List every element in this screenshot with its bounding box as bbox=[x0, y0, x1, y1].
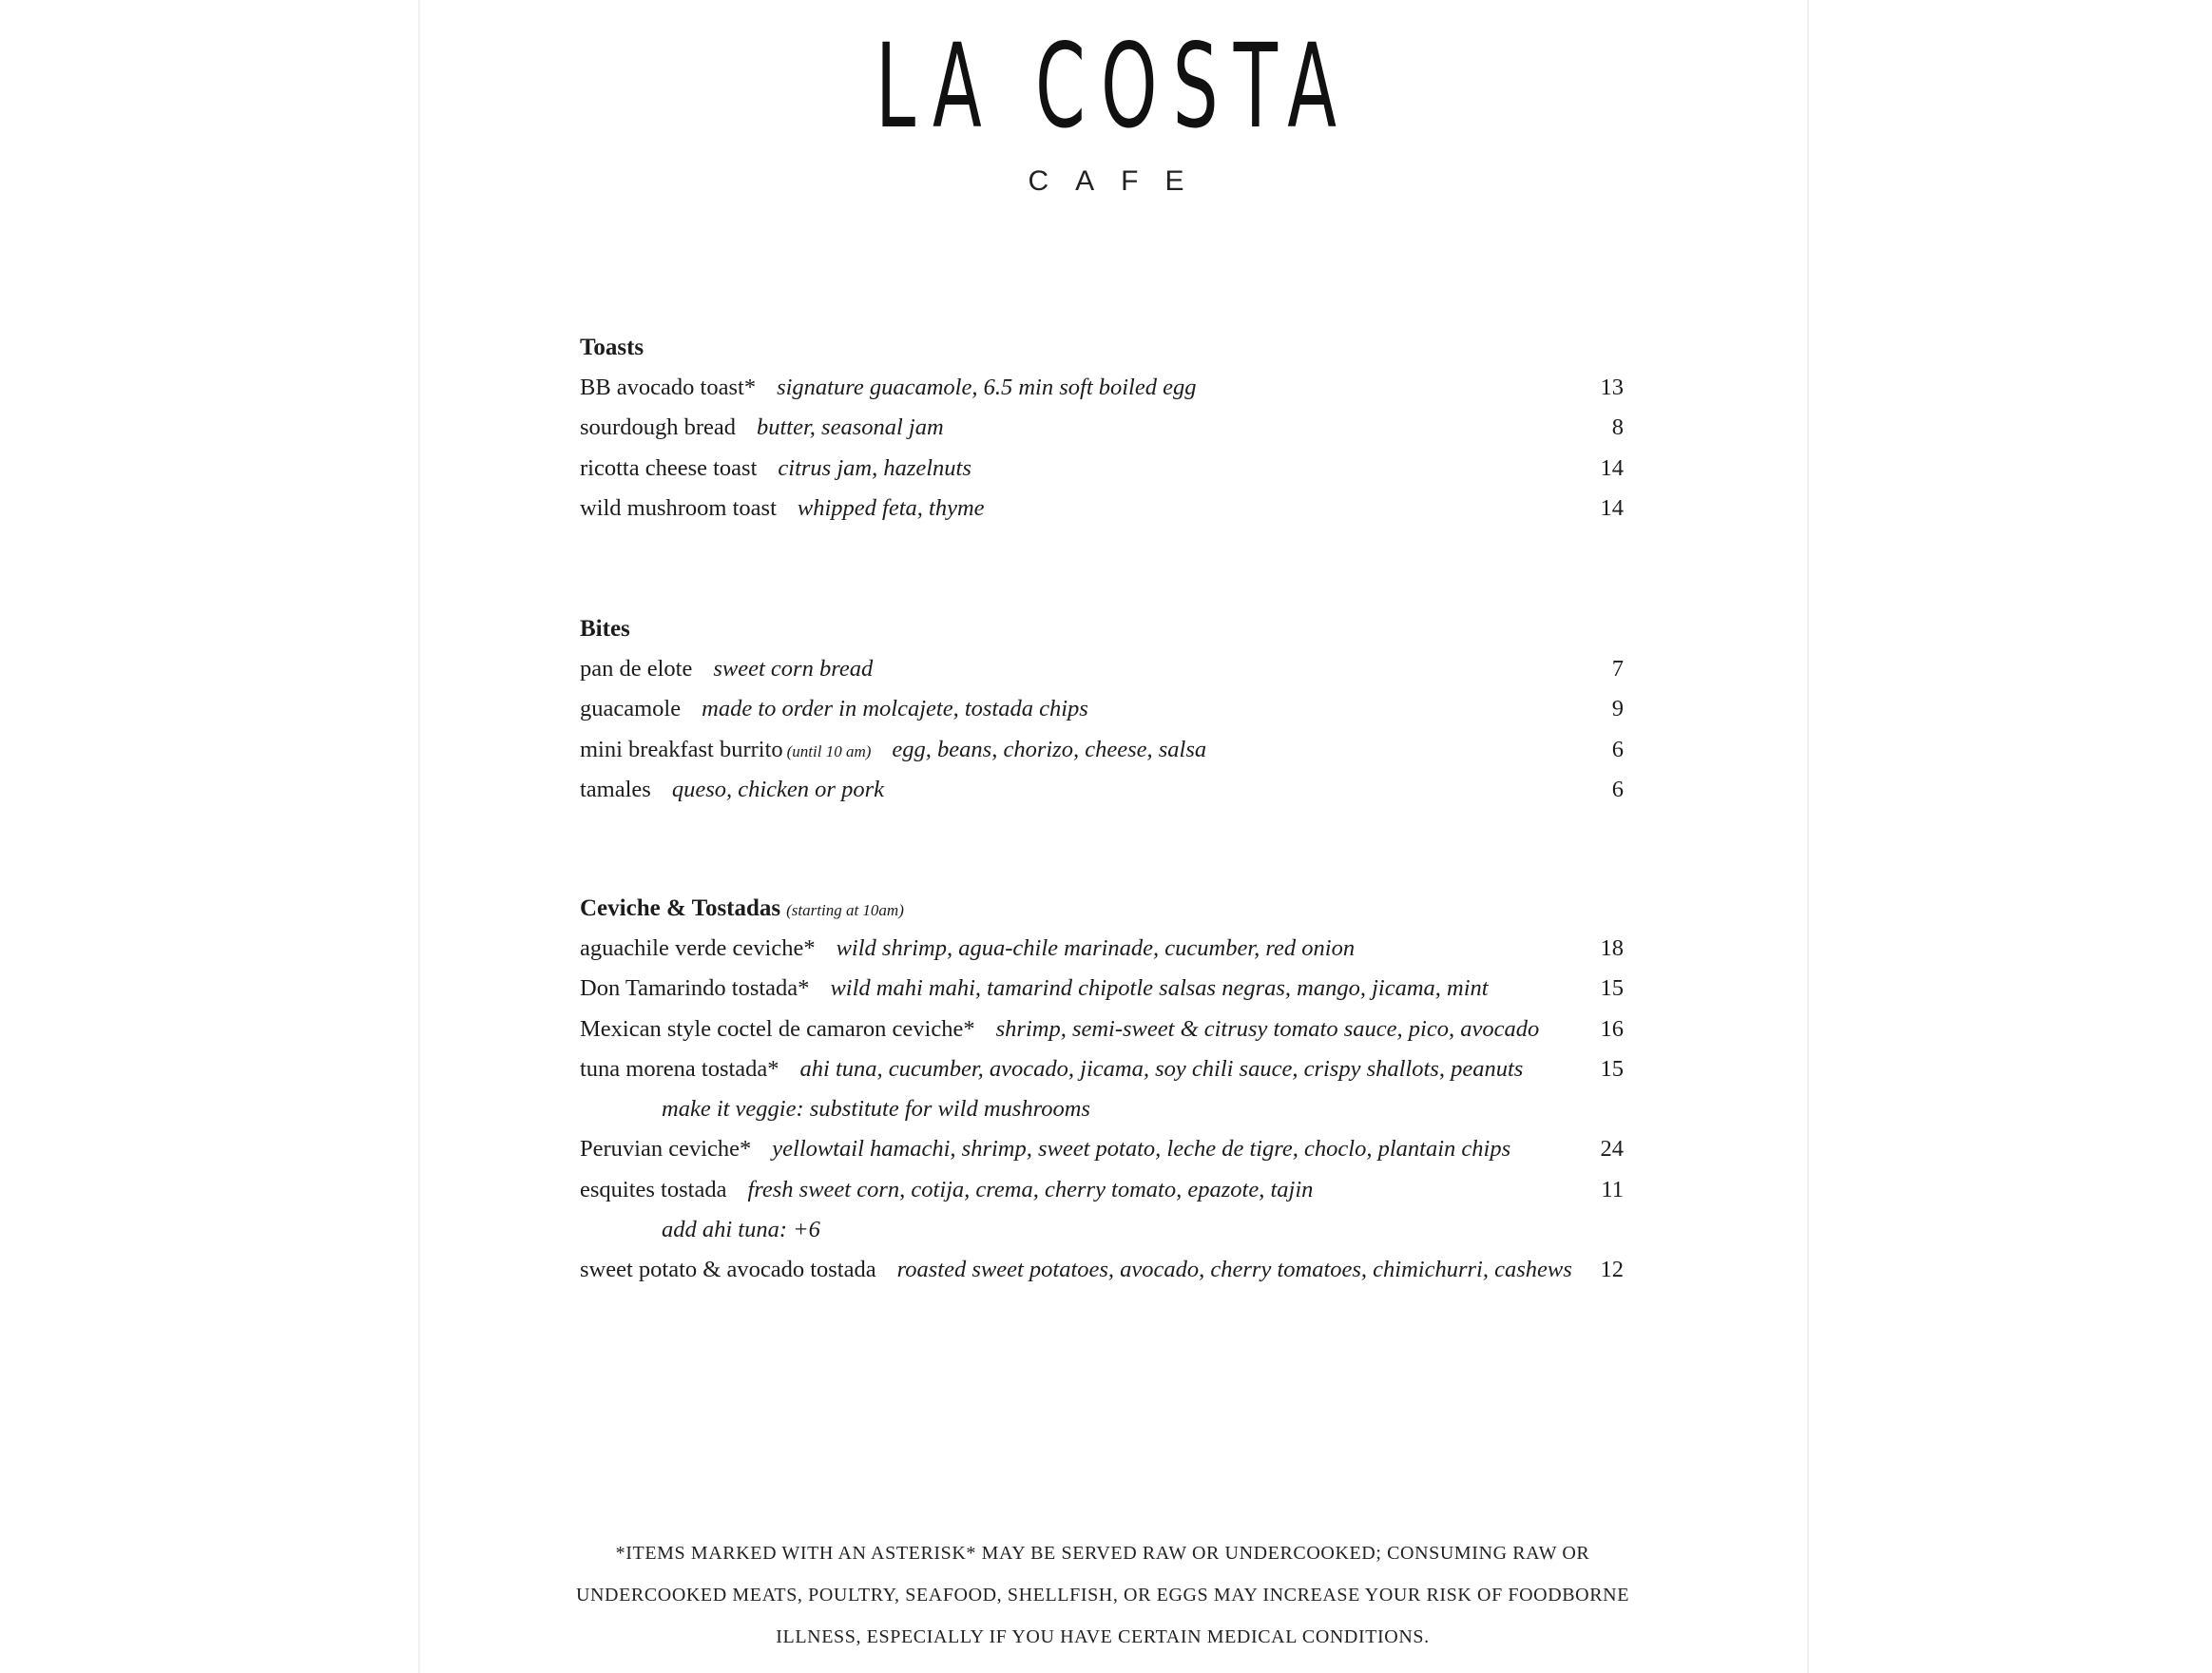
menu-item bbox=[580, 929, 1624, 969]
item-price: 18 bbox=[1600, 935, 1624, 961]
item-name: guacamole bbox=[580, 696, 682, 722]
item-description: made to order in molcajete, tostada chips bbox=[702, 696, 1088, 722]
item-price: 13 bbox=[1600, 375, 1624, 400]
menu-item bbox=[580, 689, 1624, 729]
item-name: aguachile verde ceviche* bbox=[580, 935, 816, 961]
item-description: yellowtail hamachi, shrimp, sweet potato, leche de tigre, choclo, plantain chips bbox=[772, 1136, 1511, 1163]
item-name: Mexican style coctel de camaron ceviche* bbox=[580, 1015, 975, 1042]
item-description: ahi tuna, cucumber, avocado, jicama, soy chili sauce, crispy shallots, peanuts bbox=[799, 1055, 1524, 1082]
menu-item bbox=[580, 1170, 1624, 1210]
item-name: wild mushroom toast bbox=[580, 494, 777, 521]
item-price: 7 bbox=[1611, 656, 1624, 682]
restaurant-subtitle: CAFE bbox=[1028, 165, 1211, 197]
menu-item bbox=[580, 489, 1624, 529]
item-price: 14 bbox=[1600, 494, 1624, 521]
item-price: 12 bbox=[1600, 1257, 1624, 1283]
item-name: BB avocado toast* bbox=[580, 375, 757, 400]
item-name: tamales bbox=[580, 776, 651, 802]
item-name: sourdough bread bbox=[580, 414, 736, 441]
item-note: (until 10 am) bbox=[786, 741, 872, 760]
item-name: tuna morena tostada* bbox=[580, 1055, 779, 1082]
item-description: egg, beans, chorizo, cheese, salsa bbox=[892, 736, 1207, 762]
menu-item bbox=[580, 1010, 1624, 1049]
menu-header bbox=[0, 19, 2212, 198]
section-title bbox=[580, 609, 1624, 649]
menu-item bbox=[580, 408, 1624, 448]
section-title bbox=[580, 889, 1624, 929]
item-price: 14 bbox=[1600, 454, 1624, 481]
item-description: whipped feta, thyme bbox=[797, 494, 985, 521]
item-name: pan de elote bbox=[580, 656, 693, 682]
menu-item bbox=[580, 969, 1624, 1009]
item-name: Don Tamarindo tostada* bbox=[580, 975, 810, 1002]
menu-item-option bbox=[580, 1089, 1624, 1129]
item-description: butter, seasonal jam bbox=[756, 414, 944, 441]
menu-item bbox=[580, 449, 1624, 489]
item-name: Peruvian ceviche* bbox=[580, 1136, 752, 1163]
item-price: 8 bbox=[1611, 414, 1624, 441]
item-option-text: make it veggie: substitute for wild mushrooms bbox=[662, 1096, 1090, 1123]
menu-item bbox=[580, 1049, 1624, 1089]
section-bites bbox=[580, 609, 1624, 810]
allergen-disclaimer bbox=[570, 1532, 1635, 1658]
item-description: wild mahi mahi, tamarind chipotle salsas negras, mango, jicama, mint bbox=[830, 975, 1489, 1002]
item-description: wild shrimp, agua-chile marinade, cucumber, red onion bbox=[836, 935, 1356, 961]
menu-item-option bbox=[580, 1210, 1624, 1250]
item-option-text: add ahi tuna: +6 bbox=[662, 1217, 820, 1243]
item-price: 16 bbox=[1600, 1015, 1624, 1042]
item-price: 15 bbox=[1600, 1055, 1624, 1082]
item-price: 9 bbox=[1611, 696, 1624, 722]
item-price: 11 bbox=[1601, 1176, 1624, 1202]
menu-item bbox=[580, 1129, 1624, 1169]
menu-item bbox=[580, 649, 1624, 689]
section-title-text: Toasts bbox=[580, 335, 644, 360]
menu-item bbox=[580, 730, 1624, 770]
page-edge-right bbox=[1807, 0, 1809, 1673]
section-title-text: Ceviche & Tostadas bbox=[580, 895, 781, 921]
item-description: citrus jam, hazelnuts bbox=[778, 454, 971, 481]
page-edge-left bbox=[418, 0, 420, 1673]
item-name: ricotta cheese toast bbox=[580, 454, 758, 481]
item-price: 6 bbox=[1611, 776, 1624, 802]
section-title bbox=[580, 328, 1624, 368]
item-name: mini breakfast burrito bbox=[580, 736, 783, 762]
section-title-text: Bites bbox=[580, 616, 630, 642]
item-price: 6 bbox=[1611, 736, 1624, 762]
item-description: shrimp, semi-sweet & citrusy tomato sauce, pico, avocado bbox=[995, 1015, 1540, 1042]
menu-item bbox=[580, 770, 1624, 810]
section-ceviche-tostadas bbox=[580, 889, 1624, 1291]
item-description: signature guacamole, 6.5 min soft boiled egg bbox=[777, 375, 1197, 400]
restaurant-logo-title: LA COSTA bbox=[875, 19, 1353, 154]
item-name: esquites tostada bbox=[580, 1176, 727, 1202]
item-description: roasted sweet potatoes, avocado, cherry tomatoes, chimichurri, cashews bbox=[896, 1257, 1572, 1283]
item-price: 15 bbox=[1600, 975, 1624, 1002]
item-name: sweet potato & avocado tostada bbox=[580, 1257, 876, 1283]
disclaimer-line: *ITEMS MARKED WITH AN ASTERISK* MAY BE SERVED RAW OR UNDERCOOKED; CONSUMING RAW OR bbox=[615, 1543, 1590, 1564]
disclaimer-line: UNDERCOOKED MEATS, POULTRY, SEAFOOD, SHELLFISH, OR EGGS MAY INCREASE YOUR RISK OF FOODBORNE bbox=[575, 1585, 1630, 1606]
item-price: 24 bbox=[1600, 1136, 1624, 1163]
menu-item bbox=[580, 368, 1624, 408]
section-toasts bbox=[580, 328, 1624, 529]
item-description: fresh sweet corn, cotija, crema, cherry tomato, epazote, tajin bbox=[747, 1176, 1314, 1202]
item-description: sweet corn bread bbox=[713, 656, 874, 682]
section-note: (starting at 10am) bbox=[786, 901, 904, 919]
menu-item bbox=[580, 1250, 1624, 1290]
item-description: queso, chicken or pork bbox=[671, 776, 884, 802]
disclaimer-line: ILLNESS, ESPECIALLY IF YOU HAVE CERTAIN MEDICAL CONDITIONS. bbox=[776, 1626, 1430, 1647]
